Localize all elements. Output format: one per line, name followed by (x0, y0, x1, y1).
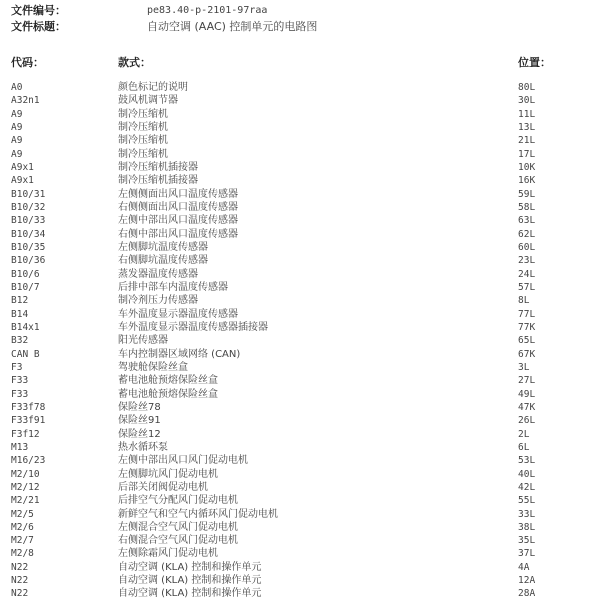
list-item (0, 201, 601, 214)
component-position: 12A (518, 575, 536, 587)
component-position: 13L (518, 121, 536, 133)
list-item (0, 348, 601, 361)
component-name: 阳光传感器 (118, 335, 168, 347)
component-name: 鼓风机调节器 (118, 95, 178, 107)
component-code: A9 (11, 108, 23, 120)
list-item (0, 134, 601, 147)
component-position: 4A (518, 561, 530, 573)
component-position: 8L (518, 295, 530, 307)
component-name: 驾驶舱保险丝盒 (118, 361, 188, 373)
component-code: B12 (11, 295, 29, 307)
component-code: N22 (11, 575, 29, 587)
component-code: M2/10 (11, 468, 40, 480)
component-name: 蓄电池舱预熔保险丝盒 (118, 375, 218, 387)
component-code: M16/23 (11, 455, 46, 467)
component-code: M2/8 (11, 548, 34, 560)
list-item (0, 281, 601, 294)
component-position: 55L (518, 495, 536, 507)
list-item (0, 547, 601, 560)
component-position: 17L (518, 148, 536, 160)
component-position: 77L (518, 308, 536, 320)
component-position: 53L (518, 455, 536, 467)
component-code: B10/34 (11, 228, 46, 240)
component-position: 30L (518, 95, 536, 107)
list-item (0, 148, 601, 161)
component-code: B14x1 (11, 321, 40, 333)
component-position: 80L (518, 82, 536, 93)
component-position: 77K (518, 321, 536, 333)
component-name: 制冷压缩机 (118, 135, 168, 147)
component-code: B10/31 (11, 188, 46, 200)
component-list (0, 81, 601, 601)
component-code: B10/33 (11, 215, 46, 227)
component-code: N22 (11, 588, 29, 600)
component-position: 62L (518, 228, 536, 240)
list-item (0, 188, 601, 201)
doc-number-value: pe83.40-p-2101-97raa (147, 5, 268, 16)
component-code: F33f78 (11, 401, 46, 413)
component-name: 右侧侧面出风口温度传感器 (118, 201, 238, 213)
component-code: F3 (11, 361, 23, 373)
component-position: 21L (518, 135, 536, 147)
component-code: A0 (11, 82, 23, 93)
list-item (0, 521, 601, 534)
component-position: 3L (518, 361, 530, 373)
list-item (0, 121, 601, 134)
list-item (0, 414, 601, 427)
list-item (0, 561, 601, 574)
list-item (0, 388, 601, 401)
component-code: A9 (11, 148, 23, 160)
component-position: 24L (518, 268, 536, 280)
component-name: 热水循环泵 (118, 441, 168, 453)
component-position: 60L (518, 241, 536, 253)
component-code: B10/32 (11, 201, 46, 213)
component-name: 保险丝91 (118, 415, 161, 427)
component-code: M2/7 (11, 535, 34, 547)
component-name: 颜色标记的说明 (118, 82, 188, 93)
component-name: 制冷压缩机 (118, 148, 168, 160)
component-name: 车外温度显示器温度传感器 (118, 308, 238, 320)
component-code: M2/5 (11, 508, 34, 520)
component-name: 新鲜空气和空气内循环风门促动电机 (118, 508, 278, 520)
component-name: 左侧脚坑温度传感器 (118, 241, 208, 253)
list-item (0, 534, 601, 547)
component-name: 车内控制器区域网络 (CAN) (118, 348, 241, 360)
list-item (0, 508, 601, 521)
component-position: 27L (518, 375, 536, 387)
component-name: 左侧中部出风口温度传感器 (118, 215, 238, 227)
component-name: 保险丝78 (118, 401, 161, 413)
component-name: 右侧脚坑温度传感器 (118, 255, 208, 267)
component-code: F3f12 (11, 428, 40, 440)
list-item (0, 174, 601, 187)
list-item (0, 81, 601, 94)
component-name: 后部关闭阀促动电机 (118, 481, 208, 493)
component-code: CAN B (11, 348, 40, 360)
list-item (0, 321, 601, 334)
list-item (0, 161, 601, 174)
doc-number-label: 文件编号： (11, 4, 66, 17)
component-position: 40L (518, 468, 536, 480)
component-code: F33 (11, 375, 29, 387)
component-code: M2/21 (11, 495, 40, 507)
component-name: 后排中部车内温度传感器 (118, 281, 228, 293)
component-code: A9x1 (11, 161, 34, 173)
component-code: F33f91 (11, 415, 46, 427)
component-code: A9 (11, 121, 23, 133)
list-item (0, 574, 601, 587)
component-position: 11L (518, 108, 536, 120)
component-position: 58L (518, 201, 536, 213)
component-code: A9x1 (11, 175, 34, 187)
component-position: 28A (518, 588, 536, 600)
component-code: M2/6 (11, 521, 34, 533)
component-position: 35L (518, 535, 536, 547)
list-item (0, 374, 601, 387)
component-position: 38L (518, 521, 536, 533)
list-item (0, 361, 601, 374)
list-item (0, 441, 601, 454)
component-name: 制冷剂压力传感器 (118, 295, 198, 307)
list-item (0, 334, 601, 347)
component-code: M13 (11, 441, 29, 453)
component-name: 右侧混合空气风门促动电机 (118, 535, 238, 547)
component-position: 23L (518, 255, 536, 267)
component-position: 67K (518, 348, 536, 360)
list-item (0, 454, 601, 467)
component-position: 65L (518, 335, 536, 347)
component-position: 10K (518, 161, 536, 173)
component-position: 26L (518, 415, 536, 427)
component-name: 自动空调 (KLA) 控制和操作单元 (118, 575, 262, 587)
list-item (0, 268, 601, 281)
component-code: B10/7 (11, 281, 40, 293)
component-code: A9 (11, 135, 23, 147)
list-item (0, 294, 601, 307)
list-item (0, 468, 601, 481)
list-item (0, 228, 601, 241)
component-code: F33 (11, 388, 29, 400)
component-name: 右侧中部出风口温度传感器 (118, 228, 238, 240)
component-position: 49L (518, 388, 536, 400)
component-name: 左侧中部出风口风门促动电机 (118, 455, 248, 467)
component-name: 蓄电池舱预熔保险丝盒 (118, 388, 218, 400)
component-name: 制冷压缩机 (118, 121, 168, 133)
component-position: 42L (518, 481, 536, 493)
list-item (0, 214, 601, 227)
component-position: 59L (518, 188, 536, 200)
list-item (0, 481, 601, 494)
list-item (0, 587, 601, 600)
component-position: 47K (518, 401, 536, 413)
list-item (0, 494, 601, 507)
component-name: 自动空调 (KLA) 控制和操作单元 (118, 561, 262, 573)
component-position: 2L (518, 428, 530, 440)
column-header-model: 款式： (118, 56, 151, 69)
component-code: B32 (11, 335, 29, 347)
list-item (0, 94, 601, 107)
component-name: 车外温度显示器温度传感器插接器 (118, 321, 268, 333)
component-name: 左侧侧面出风口温度传感器 (118, 188, 238, 200)
list-item (0, 308, 601, 321)
list-item (0, 401, 601, 414)
component-position: 6L (518, 441, 530, 453)
doc-title-label: 文件标题： (11, 20, 66, 33)
list-item (0, 241, 601, 254)
component-name: 左侧混合空气风门促动电机 (118, 521, 238, 533)
component-name: 左侧除霜风门促动电机 (118, 548, 218, 560)
component-code: M2/12 (11, 481, 40, 493)
component-name: 左侧脚坑风门促动电机 (118, 468, 218, 480)
component-name: 蒸发器温度传感器 (118, 268, 198, 280)
component-code: B10/6 (11, 268, 40, 280)
column-header-code: 代码： (11, 56, 44, 69)
component-position: 33L (518, 508, 536, 520)
component-code: A32n1 (11, 95, 40, 107)
component-code: B10/36 (11, 255, 46, 267)
column-header-position: 位置： (518, 56, 551, 69)
component-name: 制冷压缩机插接器 (118, 175, 198, 187)
component-code: N22 (11, 561, 29, 573)
list-item (0, 428, 601, 441)
component-name: 制冷压缩机插接器 (118, 161, 198, 173)
list-item (0, 254, 601, 267)
component-name: 自动空调 (KLA) 控制和操作单元 (118, 588, 262, 600)
doc-title-value: 自动空调 (AAC) 控制单元的电路图 (147, 20, 318, 33)
list-item (0, 108, 601, 121)
component-name: 后排空气分配风门促动电机 (118, 495, 238, 507)
component-name: 保险丝12 (118, 428, 161, 440)
component-code: B10/35 (11, 241, 46, 253)
component-code: B14 (11, 308, 29, 320)
component-position: 16K (518, 175, 536, 187)
component-position: 63L (518, 215, 536, 227)
component-position: 37L (518, 548, 536, 560)
component-name: 制冷压缩机 (118, 108, 168, 120)
component-position: 57L (518, 281, 536, 293)
